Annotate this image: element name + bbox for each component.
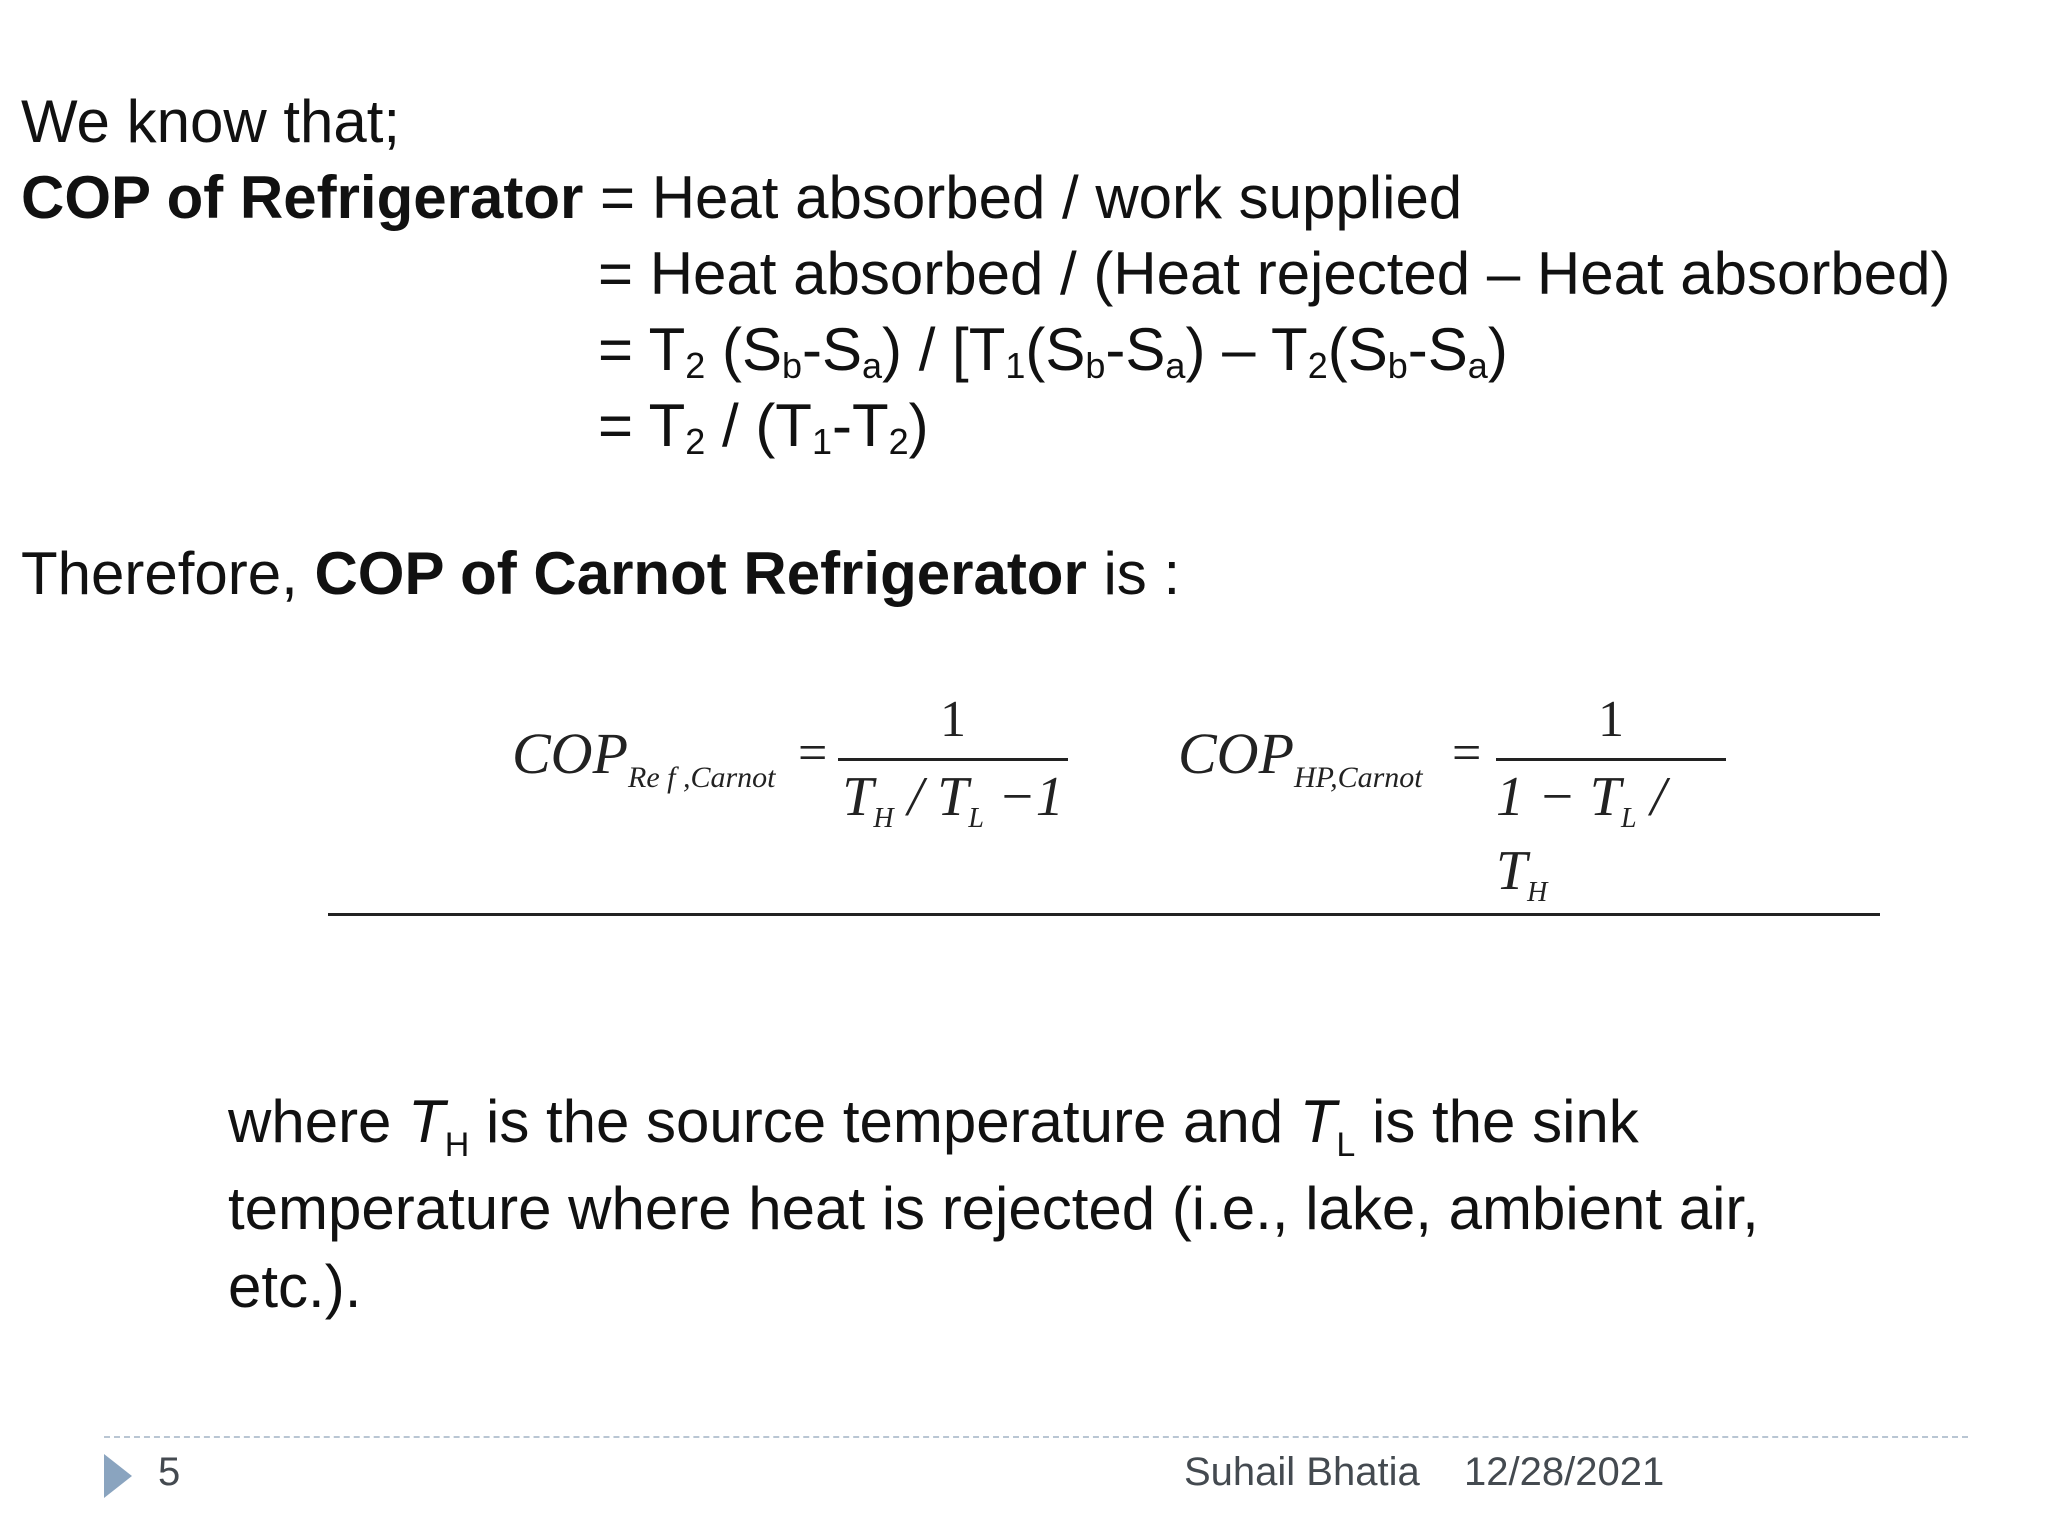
cop-line-1 [21, 160, 1462, 236]
cop-ref-fraction-bar [838, 758, 1068, 761]
cop-line-4: = T2 / (T1-T2) [598, 392, 929, 462]
cop-hp-lhs: $COP_{HP,Carnot}$ [1178, 721, 1423, 794]
cop-ref-denominator: $T_H / T_L -1$ [842, 766, 1064, 834]
cop-definition: = Heat absorbed / work supplied [583, 164, 1463, 231]
formula-underline [328, 913, 1880, 916]
cop-ref-equals: = [798, 725, 828, 782]
cop-hp-fraction-bar [1496, 758, 1726, 761]
carnot-label: COP of Carnot Refrigerator [314, 540, 1087, 607]
footer-date: 12/28/2021 [1464, 1450, 1665, 1494]
cop-line-2: = Heat absorbed / (Heat rejected – Heat absorbed) [598, 240, 1951, 307]
cop-hp-fraction [1496, 690, 1726, 913]
cop-hp-numerator: 1 [1598, 691, 1624, 748]
footer-divider [104, 1436, 1968, 1438]
where-paragraph: where $T_H$ is the source temperature and $T_L$ is the sink temperature where heat is rejected (i.e., lake, ambient air, etc.). [228, 1088, 1759, 1320]
therefore-line: Therefore, COP of Carnot Refrigerator is : [21, 540, 1181, 607]
carnot-formulas [490, 660, 1750, 908]
intro-text: We know that; [21, 88, 401, 155]
cop-ref-numerator: 1 [940, 691, 966, 748]
cop-hp-denominator: $1 - T_L / T_H$ [1496, 766, 1667, 908]
cop-ref-fraction [838, 690, 1068, 839]
cop-line-3: = T2 (Sb-Sa) / [T1(Sb-Sa) – T2(Sb-Sa) [598, 316, 1508, 386]
cop-label: COP of Refrigerator [21, 164, 584, 231]
footer-triangle-icon [104, 1454, 132, 1498]
cop-hp-equals: = [1452, 725, 1482, 782]
footer-author: Suhail Bhatia [1184, 1450, 1420, 1494]
cop-ref-lhs: $COP_{Re f ,Carnot}$ [512, 721, 776, 794]
slide-number: 5 [158, 1450, 181, 1494]
